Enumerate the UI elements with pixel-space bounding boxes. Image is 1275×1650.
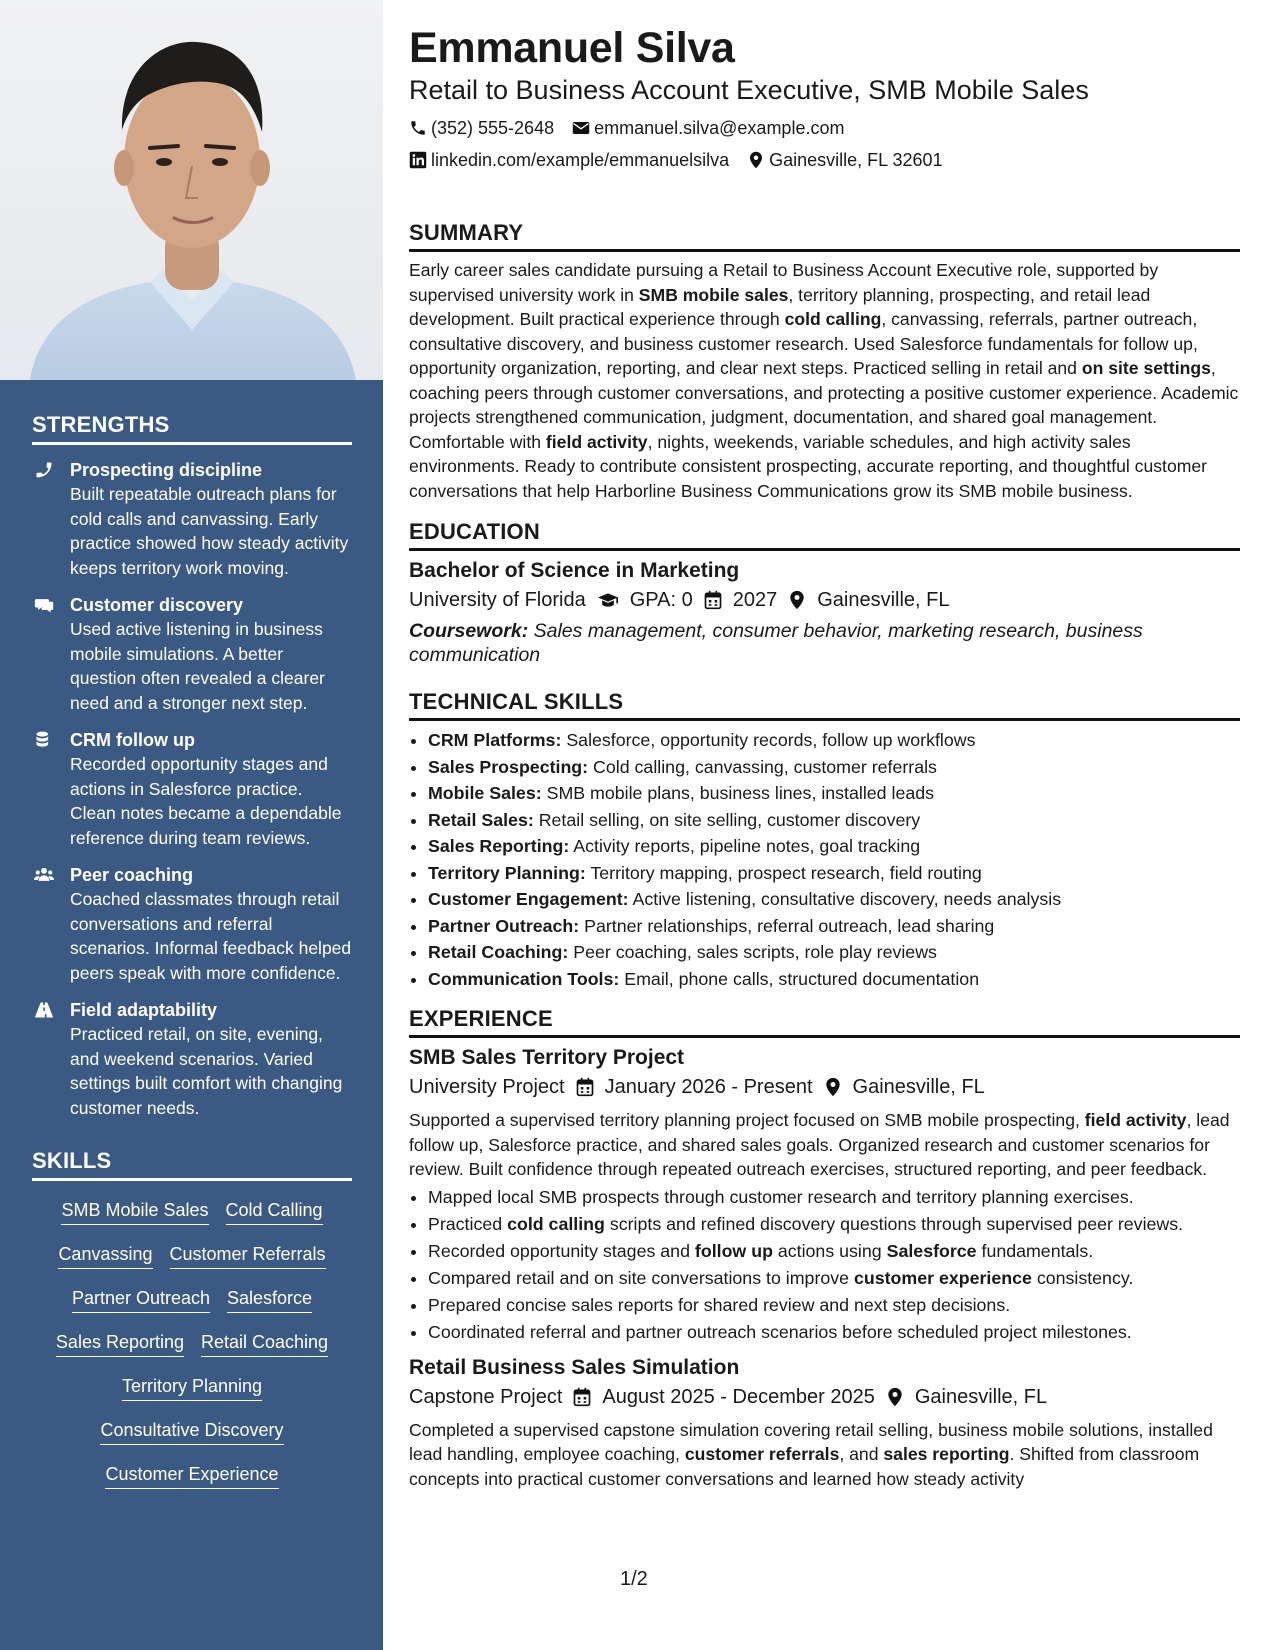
coursework-text: Sales management, consumer behavior, marketing research, business communication: [409, 620, 1143, 666]
skill-value: Cold calling, canvassing, customer referrals: [588, 756, 937, 777]
strength-description: Recorded opportunity stages and actions in Salesforce practice. Clean notes became a dependable reference during team reviews.: [70, 754, 342, 848]
skill-value: SMB mobile plans, business lines, installed leads: [541, 783, 935, 803]
skill-label: CRM Platforms:: [428, 730, 562, 750]
strength-item: [32, 593, 352, 715]
bold-text: sales reporting: [883, 1444, 1010, 1464]
job-title: SMB Sales Territory Project: [409, 1046, 685, 1069]
map-pin-icon: [823, 1077, 843, 1097]
strength-description: Built repeatable outreach plans for cold calls and canvassing. Early practice showed how steady activity keeps territory work moving.: [70, 484, 349, 578]
skill-value: Partner relationships, referral outreach, lead sharing: [579, 915, 995, 936]
sidebar: [0, 0, 383, 1650]
job-location: Gainesville, FL: [852, 1076, 985, 1098]
sidebar-content: [32, 412, 352, 1489]
list-item: [428, 727, 1240, 754]
skill-row: [32, 1242, 352, 1269]
job-meta: [409, 1382, 1240, 1412]
text-segment: scripts and refined discovery questions through supervised peer reviews.: [604, 1213, 1184, 1234]
list-item: [428, 833, 1240, 860]
skill-row: [32, 1374, 352, 1401]
page-number: 1/2: [620, 1568, 648, 1590]
job-title: Retail Business Sales Simulation: [409, 1355, 740, 1379]
text-segment: actions using: [772, 1240, 887, 1261]
skill-chip: Cold Calling: [226, 1198, 323, 1225]
skill-chip: Partner Outreach: [72, 1286, 210, 1313]
strength-item: [32, 728, 352, 850]
location-text: Gainesville, FL 32601: [769, 150, 943, 170]
calendar-icon: [575, 1077, 595, 1097]
job-org: University Project: [409, 1076, 565, 1098]
skill-value: Active listening, consultative discovery, needs analysis: [628, 889, 1062, 909]
bold-text: customer experience: [853, 1267, 1032, 1288]
text-segment: , coaching peers through customer conversations, and protecting a positive customer experience. Academic projects strengthened communication, judgment, documentation, and shared goal management. Comfortable with: [409, 358, 1239, 452]
linkedin-icon: [409, 151, 427, 169]
text-segment: Practiced: [428, 1213, 508, 1234]
text-segment: , lead follow up, Salesforce practice, and shared sales goals. Organized research and customer scenarios for review. Built confidence through repeated outreach exercises, structured reporting, and peer feedback.: [409, 1110, 1230, 1179]
strength-title: Peer coaching: [70, 865, 194, 885]
comments-icon: [32, 595, 56, 615]
skill-value: Peer coaching, sales scripts, role play reviews: [568, 942, 937, 962]
list-item: [428, 913, 1240, 940]
list-item: [428, 966, 1240, 993]
skill-value: Territory mapping, prospect research, field routing: [585, 862, 982, 883]
contact-phone[interactable]: [409, 112, 554, 144]
strength-description: Coached classmates through retail conversations and referral scenarios. Informal feedback helped peers speak with more confidence.: [70, 889, 352, 983]
map-pin-icon: [747, 151, 765, 169]
road-icon: [32, 1000, 56, 1020]
skill-row: [32, 1462, 352, 1489]
text-segment: Completed a supervised capstone simulation covering retail selling, business mobile solutions, installed lead handling, employee coaching,: [409, 1419, 1213, 1464]
skill-chip: Territory Planning: [122, 1374, 262, 1401]
text-segment: fundamentals.: [976, 1240, 1094, 1261]
text-segment: , and: [839, 1444, 884, 1464]
bold-text: cold calling: [507, 1213, 605, 1234]
skill-value: Email, phone calls, structured documentation: [619, 968, 980, 989]
bold-text: field activity: [545, 431, 648, 452]
strength-title: Customer discovery: [70, 595, 244, 615]
list-item: [428, 1238, 1240, 1265]
skill-value: Activity reports, pipeline notes, goal tracking: [569, 836, 921, 856]
text-segment: Mapped local SMB prospects through customer research and territory planning exercises.: [428, 1186, 1134, 1207]
skill-chip: Canvassing: [58, 1242, 152, 1269]
contact-row: [409, 112, 1240, 144]
text-segment: Early career sales candidate pursuing a Retail to Business Account Executive role, supported by supervised university work in: [409, 260, 1159, 305]
graduation-cap-icon: [596, 590, 620, 610]
list-item: [428, 886, 1240, 913]
main-content: [409, 22, 1240, 1491]
profile-photo: [0, 0, 383, 380]
strength-description: Used active listening in business mobile simulations. A better question often revealed a clearer need and a stronger next step.: [70, 619, 325, 713]
skill-chip: Retail Coaching: [201, 1330, 328, 1357]
skill-chip: Customer Referrals: [170, 1242, 326, 1269]
skill-label: Mobile Sales:: [428, 783, 542, 803]
text-segment: . Shifted from classroom concepts into practical customer conversations and learned how steady activity: [409, 1444, 1200, 1489]
database-icon: [32, 730, 56, 750]
education-coursework: [409, 619, 1240, 667]
skill-row: [32, 1286, 352, 1313]
job-dates: January 2026 - Present: [604, 1076, 813, 1098]
job-dates: August 2025 - December 2025: [602, 1385, 875, 1408]
text-segment: , nights, weekends, variable schedules, and high activity sales environments. Ready to contribute consistent prospecting, accurate reporting, and thoughtful customer conversations that help Harborline Business Communications grow its SMB mobile business.: [409, 431, 1208, 501]
text-segment: Compared retail and on site conversations to improve: [428, 1267, 854, 1288]
strength-description: Practiced retail, on site, evening, and weekend scenarios. Varied settings built comfort with changing customer needs.: [70, 1024, 343, 1118]
text-segment: Coordinated referral and partner outreach scenarios before scheduled project milestones.: [428, 1321, 1132, 1342]
bold-text: follow up: [694, 1240, 773, 1261]
strengths-heading: STRENGTHS: [32, 412, 352, 445]
list-item: [428, 1211, 1240, 1238]
text-segment: consistency.: [1031, 1267, 1134, 1288]
strength-item: [32, 863, 352, 985]
coursework-label: Coursework:: [409, 620, 529, 642]
skill-chip: SMB Mobile Sales: [61, 1198, 208, 1225]
skill-chip: Salesforce: [227, 1286, 312, 1313]
skills-section: [32, 1148, 352, 1489]
skill-row: [32, 1198, 352, 1225]
job-summary: [409, 1108, 1240, 1182]
text-segment: Prepared concise sales reports for shared review and next step decisions.: [428, 1294, 1011, 1315]
education-school: University of Florida: [409, 589, 586, 611]
skill-label: Retail Sales:: [428, 809, 534, 830]
list-item: [428, 939, 1240, 966]
strength-title: Prospecting discipline: [70, 460, 263, 480]
job-location: Gainesville, FL: [914, 1385, 1048, 1408]
list-item: [428, 1319, 1240, 1346]
list-item: [428, 754, 1240, 781]
summary-heading: SUMMARY: [409, 220, 1240, 252]
strength-item: [32, 458, 352, 580]
skill-label: Customer Engagement:: [428, 889, 629, 909]
skill-value: Retail selling, on site selling, customer discovery: [533, 809, 921, 830]
contact-row: [409, 144, 1240, 176]
map-pin-icon: [787, 590, 807, 610]
users-icon: [32, 865, 56, 885]
envelope-icon: [572, 119, 590, 137]
text-segment: Recorded opportunity stages and: [428, 1240, 695, 1261]
skill-label: Retail Coaching:: [428, 942, 569, 962]
list-item: [428, 1265, 1240, 1292]
strength-title: Field adaptability: [70, 1000, 218, 1020]
contact-location: [747, 144, 942, 176]
experience-heading: EXPERIENCE: [409, 1006, 1240, 1038]
job-summary: [409, 1418, 1240, 1492]
skill-label: Sales Reporting:: [428, 836, 570, 856]
education-degree: Bachelor of Science in Marketing: [409, 559, 740, 582]
technical-skills-heading: TECHNICAL SKILLS: [409, 689, 1240, 721]
list-item: [428, 1292, 1240, 1319]
education-heading: EDUCATION: [409, 519, 1240, 551]
list-item: [428, 1184, 1240, 1211]
calendar-icon: [703, 590, 723, 610]
skill-chip: Customer Experience: [105, 1462, 278, 1489]
skill-label: Sales Prospecting:: [428, 756, 589, 777]
list-item: [428, 860, 1240, 887]
skills-heading: SKILLS: [32, 1148, 352, 1181]
bold-text: Salesforce: [886, 1240, 977, 1261]
skill-label: Communication Tools:: [428, 968, 620, 989]
bold-text: customer referrals: [684, 1444, 840, 1464]
skill-label: Partner Outreach:: [428, 915, 580, 936]
education-year: 2027: [732, 589, 778, 611]
contact-linkedin[interactable]: [409, 144, 729, 176]
skill-label: Territory Planning:: [428, 862, 586, 883]
email-text: emmanuel.silva@example.com: [594, 118, 845, 138]
summary-text: [409, 258, 1240, 503]
text-segment: Supported a supervised territory planning project focused on SMB mobile prospecting,: [409, 1110, 1085, 1130]
skill-chip: Consultative Discovery: [100, 1418, 283, 1445]
bold-text: cold calling: [784, 309, 882, 329]
bold-text: on site settings: [1081, 358, 1211, 378]
contact-email[interactable]: [572, 112, 844, 144]
map-pin-icon: [885, 1387, 905, 1407]
strength-title: CRM follow up: [70, 730, 195, 750]
calendar-icon: [572, 1387, 592, 1407]
portrait-illustration: [0, 0, 383, 380]
bold-text: SMB mobile sales: [638, 284, 789, 305]
bold-text: field activity: [1084, 1110, 1187, 1130]
job-bullets: [409, 1184, 1240, 1346]
job-meta: [409, 1072, 1240, 1102]
text-segment: , territory planning, prospecting, and retail lead development. Built practical experience through: [409, 284, 1151, 329]
text-segment: , canvassing, referrals, partner outreach, consultative discovery, and business customer research. Used Salesforce fundamentals for follow up, opportunity organization, reporting, and clear next steps. Practiced selling in retail and: [409, 309, 1198, 378]
candidate-headline: Retail to Business Account Executive, SMB Mobile Sales: [409, 75, 1089, 105]
phone-icon: [409, 119, 427, 137]
education-gpa: GPA: 0: [629, 589, 693, 611]
job-org: Capstone Project: [409, 1385, 563, 1408]
candidate-name: Emmanuel Silva: [409, 24, 735, 72]
education-meta: [409, 585, 1240, 615]
phone-icon: [32, 460, 56, 480]
technical-skills-list: [409, 727, 1240, 992]
linkedin-text: linkedin.com/example/emmanuelsilva: [431, 150, 730, 170]
strength-item: [32, 998, 352, 1120]
education-location: Gainesville, FL: [817, 589, 950, 611]
skill-row: [32, 1330, 352, 1357]
skill-row: [32, 1418, 352, 1445]
skill-value: Salesforce, opportunity records, follow up workflows: [561, 730, 976, 750]
list-item: [428, 807, 1240, 834]
phone-text: (352) 555-2648: [431, 118, 555, 138]
list-item: [428, 780, 1240, 807]
skill-chip: Sales Reporting: [56, 1330, 184, 1357]
